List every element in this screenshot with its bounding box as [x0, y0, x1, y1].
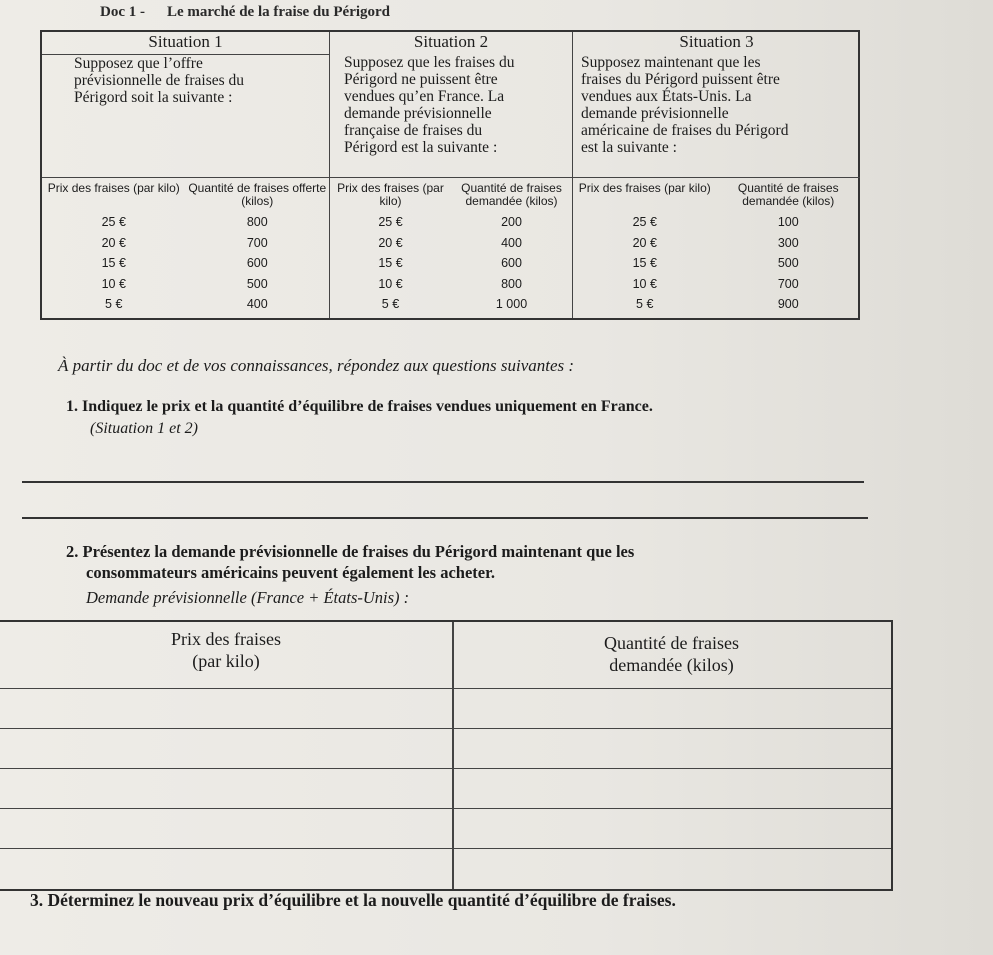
table-row: 15 € 500	[632, 256, 799, 271]
situation-1-title: Situation 1	[42, 32, 329, 55]
col-price-header: Prix des fraises (par kilo)	[47, 181, 180, 195]
question-2-note: Demande prévisionnelle (France + États-Unis) :	[86, 588, 410, 607]
answer-row[interactable]	[0, 848, 891, 892]
french-demand-table	[330, 177, 572, 315]
answer-col-qty-header: Quantité de fraises demandée (kilos)	[604, 633, 739, 675]
table-row: 10 € 500	[101, 276, 268, 291]
table-row: 25 € 800	[101, 215, 268, 230]
col-price-header: Prix des fraises (par kilo)	[578, 181, 711, 195]
col-qty-header: Quantité de fraises offerte (kilos)	[188, 181, 327, 208]
question-3: 3. Déterminez le nouveau prix d’équilibre et la nouvelle quantité d’équilibre de fraises.	[30, 890, 676, 910]
situation-2-text: Supposez que les fraises du Périgord ne puissent être vendues qu’en France. La demande prévisionnelle française de fraises du Périgord est la suivante :	[344, 54, 515, 156]
situation-2-title: Situation 2	[413, 32, 489, 51]
table-row: 15 € 600	[101, 256, 268, 271]
situation-3-title: Situation 3	[679, 32, 754, 51]
situation-3-text: Supposez maintenant que les fraises du Périgord puissent être vendues aux États-Unis. La demande prévisionnelle américaine de fraises du Périgord est la suivante :	[581, 54, 789, 156]
answer-row[interactable]	[0, 808, 891, 849]
table-row: 5 € 1 000	[381, 297, 528, 312]
doc-title-text: Le marché de la fraise du Périgord	[167, 4, 391, 20]
table-row: 10 € 700	[632, 276, 799, 291]
answer-row[interactable]	[0, 688, 891, 729]
supply-table	[42, 177, 329, 315]
answer-row[interactable]	[0, 768, 891, 809]
answer-line-1[interactable]	[22, 481, 864, 483]
table-row: 20 € 300	[632, 235, 799, 250]
us-demand-table	[573, 177, 860, 315]
answer-line-2[interactable]	[22, 517, 868, 519]
col-price-header: Prix des fraises (par kilo)	[337, 181, 444, 208]
table-row: 5 € 900	[636, 297, 799, 312]
answer-row[interactable]	[0, 728, 891, 769]
table-row: 20 € 400	[378, 235, 522, 250]
question-1-note: (Situation 1 et 2)	[90, 420, 198, 437]
question-1: 1. Indiquez le prix et la quantité d’équilibre de fraises vendues uniquement en France.	[66, 398, 653, 415]
doc-label: Doc 1 -	[100, 4, 145, 20]
col-qty-header: Quantité de fraises demandée (kilos)	[461, 181, 562, 208]
table-row: 15 € 600	[378, 256, 522, 271]
table-row: 5 € 400	[105, 297, 268, 312]
col-qty-header: Quantité de fraises demandée (kilos)	[737, 181, 839, 208]
document-title	[100, 4, 390, 21]
situation-2-column	[330, 32, 573, 318]
table-row: 20 € 700	[101, 235, 268, 250]
situation-1-text: Supposez que l’offre prévisionnelle de fraises du Périgord soit la suivante :	[74, 55, 245, 106]
answer-table	[0, 620, 893, 891]
table-row: 10 € 800	[378, 276, 522, 291]
situation-1-column	[42, 32, 330, 318]
answer-col-price-header: Prix des fraises (par kilo)	[171, 629, 281, 671]
situation-3-column	[573, 32, 860, 318]
table-row: 25 € 200	[378, 215, 522, 230]
table-row: 25 € 100	[632, 215, 799, 230]
document-table	[40, 30, 860, 320]
question-2: 2. Présentez la demande prévisionnelle de fraises du Périgord maintenant que les consommateurs américains peuvent également les acheter.	[66, 542, 635, 582]
instructions: À partir du doc et de vos connaissances, répondez aux questions suivantes :	[58, 356, 575, 375]
